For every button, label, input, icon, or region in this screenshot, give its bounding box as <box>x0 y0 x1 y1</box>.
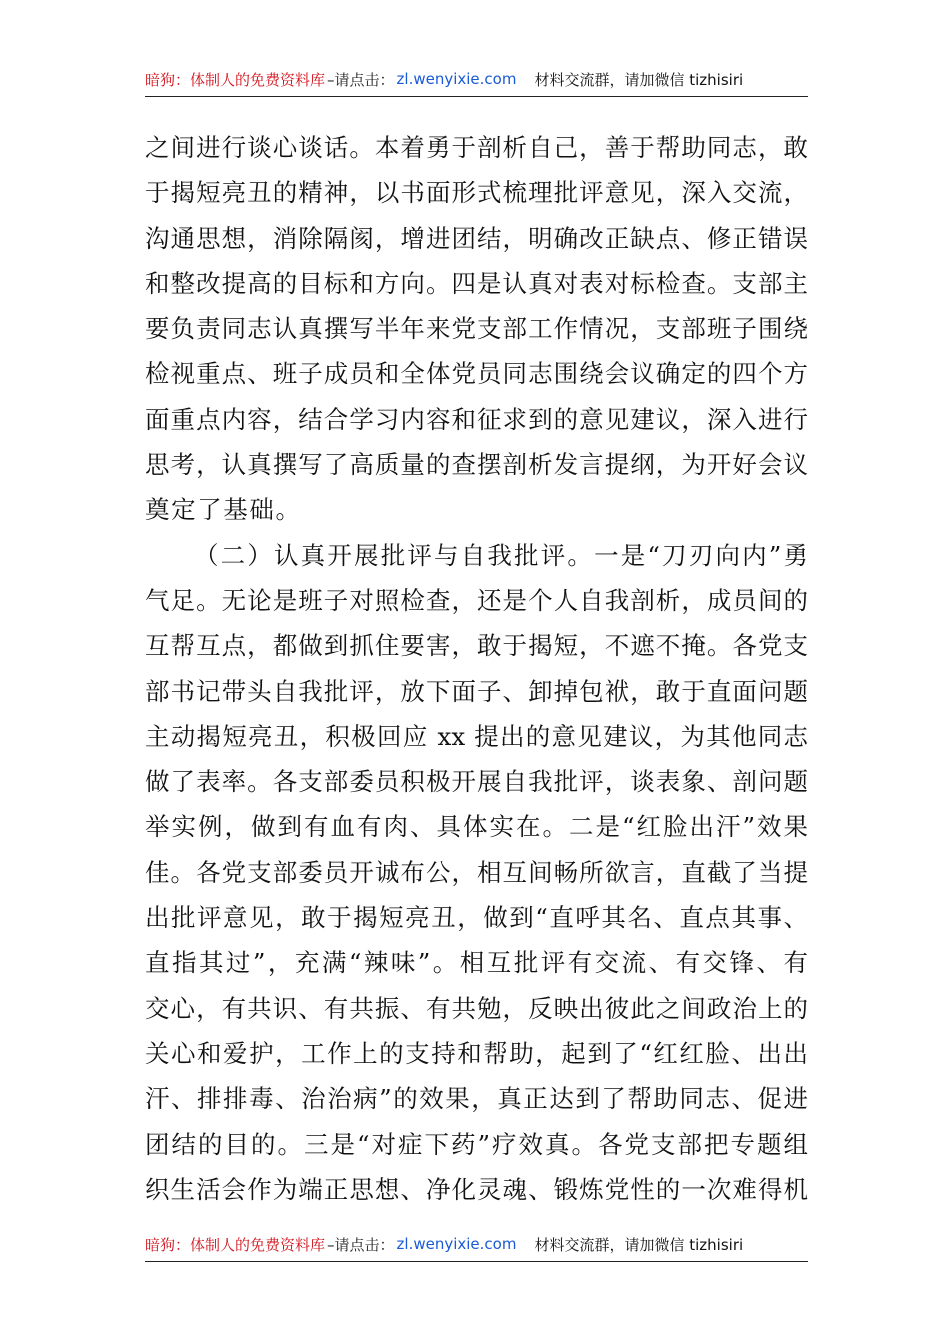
header-url-link[interactable]: zl.wenyixie.com <box>396 70 517 88</box>
body-line: 互帮互点，都做到抓住要害，敢于揭短，不遮不掩。各党支 <box>145 631 808 661</box>
body-line: 气足。无论是班子对照检查，还是个人自我剖析，成员间的 <box>145 585 808 615</box>
footer-url-link[interactable]: zl.wenyixie.com <box>396 1235 517 1253</box>
body-line: 汗、排排毒、治治病”的效果，真正达到了帮助同志、促进 <box>145 1084 808 1114</box>
body-line: 于揭短亮丑的精神，以书面形式梳理批评意见，深入交流， <box>145 178 808 208</box>
body-line: 面重点内容，结合学习内容和征求到的意见建议，深入进行 <box>145 404 808 434</box>
body-line: 要负责同志认真撰写半年来党支部工作情况，支部班子围绕 <box>145 314 808 344</box>
body-line: 部书记带头自我批评，放下面子、卸掉包袱，敢于直面问题 <box>145 676 808 706</box>
body-line: 沟通思想，消除隔阂，增进团结，明确改正缺点、修正错误 <box>145 223 808 253</box>
body-line: 思考，认真撰写了高质量的查摆剖析发言提纲，为开好会议 <box>145 450 808 480</box>
body-line: 直指其过”，充满“辣味”。相互批评有交流、有交锋、有 <box>145 948 808 978</box>
body-line: 做了表率。各支部委员积极开展自我批评，谈表象、剖问题 <box>145 767 808 797</box>
header-group-text: 材料交流群，请加微信 tizhisiri <box>534 70 744 89</box>
header-brand-text: 暗狗：体制人的免费资料库 <box>145 70 326 89</box>
body-line: 关心和爱护，工作上的支持和帮助，起到了“红红脸、出出 <box>145 1038 808 1068</box>
body-line: 奠定了基础。 <box>145 495 302 525</box>
body-line: 检视重点、班子成员和全体党员同志围绕会议确定的四个方 <box>145 359 808 389</box>
body-line: 团结的目的。三是“对症下药”疗效真。各党支部把专题组 <box>145 1129 808 1159</box>
body-line: 交心，有共识、有共振、有共勉，反映出彼此之间政治上的 <box>145 993 808 1023</box>
body-line: 之间进行谈心谈话。本着勇于剖析自己，善于帮助同志，敢 <box>145 133 808 162</box>
footer-brand-text: 暗狗：体制人的免费资料库 <box>145 1235 326 1254</box>
footer-group-text: 材料交流群，请加微信 tizhisiri <box>534 1235 744 1254</box>
footer-click-text: –请点击： <box>327 1235 395 1254</box>
document-body <box>145 125 808 1212</box>
header-click-text: –请点击： <box>327 70 395 89</box>
body-line: 佳。各党支部委员开诚布公，相互间畅所欲言，直截了当提 <box>145 857 808 887</box>
body-line: 举实例，做到有血有肉、具体实在。二是“红脸出汗”效果 <box>145 812 808 842</box>
body-line: 织生活会作为端正思想、净化灵魂、锻炼党性的一次难得机 <box>145 1174 808 1204</box>
body-line: 和整改提高的目标和方向。四是认真对表对标检查。支部主 <box>145 268 808 298</box>
body-line: 出批评意见，敢于揭短亮丑，做到“直呼其名、直点其事、 <box>145 903 808 933</box>
section-heading-line: （二）认真开展批评与自我批评。一是“刀刃向内”勇 <box>194 540 808 570</box>
page-header <box>145 62 808 97</box>
page-footer <box>145 1227 808 1262</box>
body-line: 主动揭短亮丑，积极回应 xx 提出的意见建议，为其他同志 <box>145 721 808 751</box>
